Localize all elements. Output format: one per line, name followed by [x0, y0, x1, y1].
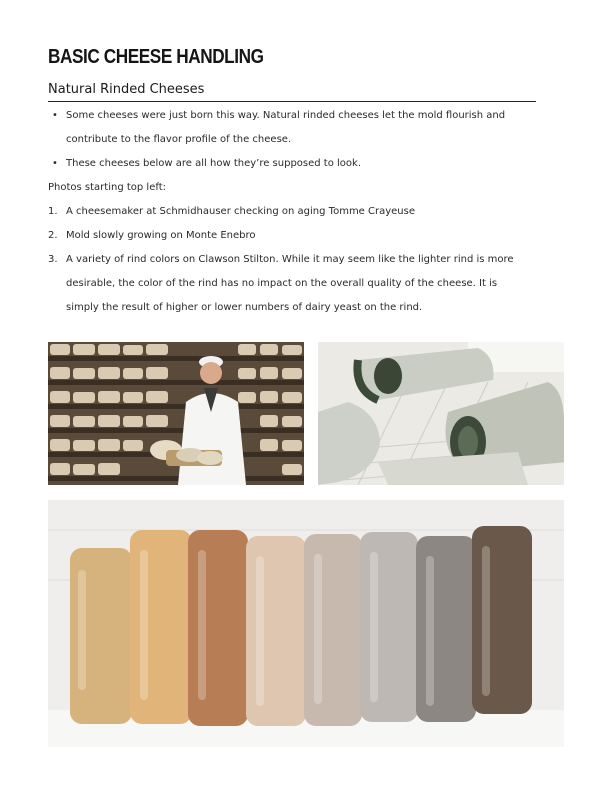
- bullet-text: Some cheeses were just born this way. Natural rinded cheeses let the mold flourish and: [66, 110, 506, 121]
- bullet-item-continued: [48, 128, 538, 152]
- numbered-item: [48, 224, 538, 248]
- numbered-item: [48, 248, 538, 272]
- numbered-text: Mold slowly growing on Monte Enebro: [66, 230, 256, 241]
- cheesemaker-photo: [48, 342, 304, 485]
- bullet-marker: •: [52, 110, 58, 121]
- number-marker: 2.: [48, 230, 58, 241]
- numbered-item-continued: [48, 272, 538, 296]
- photos-intro: Photos starting top left:: [48, 182, 166, 193]
- section-heading: Natural Rinded Cheeses: [48, 82, 205, 97]
- number-marker: 3.: [48, 254, 58, 265]
- number-marker: 1.: [48, 206, 58, 217]
- bullet-text: contribute to the flavor profile of the cheese.: [66, 134, 292, 145]
- numbered-text: A cheesemaker at Schmidhauser checking on aging Tomme Crayeuse: [66, 206, 416, 217]
- section-rule: [48, 101, 536, 102]
- numbered-text: A variety of rind colors on Clawson Stilton. While it may seem like the lighter rind is more: [66, 254, 514, 265]
- numbered-item: [48, 200, 538, 224]
- page-title: BASIC CHEESE HANDLING: [48, 46, 264, 68]
- numbered-item-continued: [48, 296, 538, 320]
- bullet-item: [48, 152, 538, 176]
- stilton-rinds-photo: [48, 500, 564, 747]
- numbered-text: simply the result of higher or lower numbers of dairy yeast on the rind.: [66, 302, 423, 313]
- monte-enebro-photo: [318, 342, 564, 485]
- numbered-text: desirable, the color of the rind has no impact on the overall quality of the cheese. It is: [66, 278, 498, 289]
- bullet-marker: •: [52, 158, 58, 169]
- bullet-text: These cheeses below are all how they’re supposed to look.: [66, 158, 361, 169]
- bullet-item: [48, 104, 538, 128]
- body-text: [48, 104, 538, 320]
